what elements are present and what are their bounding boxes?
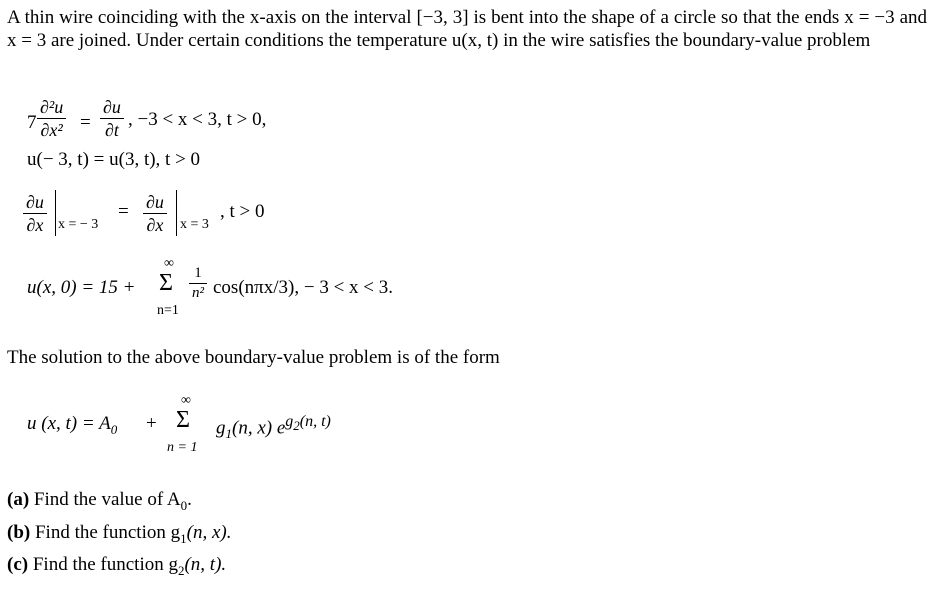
bc2-right-fraction (143, 193, 167, 234)
question-a (7, 490, 192, 512)
question-c (7, 555, 226, 577)
ic-fraction-denominator: n² (192, 285, 204, 301)
question-b (7, 523, 231, 545)
bc2-equals: = (118, 201, 129, 222)
ic-lhs: u(x, 0) = 15 + (27, 277, 136, 298)
boundary-condition-1: u(− 3, t) = u(3, t), t > 0 (27, 149, 201, 170)
g1-arguments: (n, x) e (232, 417, 286, 439)
question-a-tail: . (187, 489, 192, 510)
pde-lhs-denominator: ∂x² (40, 120, 63, 140)
question-a-text: Find the value of A (33, 489, 181, 510)
bc2-left-fraction (23, 193, 47, 234)
solution-summation-symbol: Σ (176, 407, 190, 433)
solution-term (216, 414, 331, 440)
ic-summation-symbol: Σ (159, 270, 173, 296)
solution-lhs (27, 414, 117, 436)
bc2-right-denominator: ∂x (146, 215, 164, 235)
pde-equals: = (80, 112, 91, 133)
question-b-subscript: 1 (180, 530, 187, 546)
g1-symbol: g (216, 417, 226, 439)
question-b-tail: (n, x). (186, 522, 232, 543)
fraction-bar (143, 213, 167, 214)
ic-fraction (189, 266, 207, 301)
ic-term: cos(nπx/3), − 3 < x < 3. (213, 277, 393, 298)
ic-sum-lower: n=1 (157, 303, 179, 318)
bc2-left-evaluation: x = − 3 (58, 217, 99, 232)
question-c-tail: (n, t). (184, 554, 227, 575)
fraction-bar (189, 283, 207, 284)
pde-rhs-numerator: ∂u (103, 97, 121, 117)
question-b-text: Find the function g (34, 522, 181, 543)
pde-conditions: , −3 < x < 3, t > 0, (128, 109, 267, 130)
g2-subscript: 2 (293, 418, 300, 434)
pde-rhs-denominator: ∂t (105, 120, 119, 140)
evaluation-bar (176, 190, 177, 236)
bc2-left-denominator: ∂x (26, 215, 44, 235)
pde-coefficient: 7 (27, 112, 37, 133)
solution-a-subscript: 0 (110, 421, 118, 437)
fraction-bar (100, 118, 124, 119)
evaluation-bar (55, 190, 56, 236)
pde-lhs-fraction (37, 98, 66, 139)
solution-form-text: The solution to the above boundary-value problem is of the form (7, 347, 500, 368)
solution-sum-lower: n = 1 (167, 440, 198, 455)
intro-paragraph: A thin wire coinciding with the x-axis on the interval [−3, 3] is bent into the shape of a circle so that the ends x = −3 and x = 3 are joined. Under certain conditions the temperature u(x, t) in the wire satisfies the boundary-value problem (7, 7, 927, 51)
g2-arguments: (n, t) (299, 413, 331, 430)
bc2-right-numerator: ∂u (146, 192, 164, 212)
pde-rhs-fraction (100, 98, 124, 139)
bc2-right-evaluation: x = 3 (180, 217, 209, 232)
pde-lhs-numerator: ∂²u (40, 97, 64, 117)
bc2-conditions: , t > 0 (220, 201, 265, 222)
g2-symbol: g (285, 413, 294, 430)
solution-lhs-text: u (x, t) = A (27, 413, 111, 434)
question-c-label: (c) (7, 554, 29, 575)
ic-sum-upper: ∞ (164, 256, 174, 271)
question-c-text: Find the function g (32, 554, 178, 575)
question-a-label: (a) (7, 489, 30, 510)
solution-exponent (285, 413, 331, 434)
bc2-left-numerator: ∂u (26, 192, 44, 212)
g1-subscript: 1 (225, 426, 232, 442)
question-c-subscript: 2 (177, 562, 185, 578)
ic-fraction-numerator: 1 (194, 265, 202, 281)
question-b-label: (b) (7, 522, 31, 543)
question-a-subscript: 0 (180, 497, 188, 513)
solution-sum-upper: ∞ (181, 393, 191, 408)
solution-plus: + (146, 413, 157, 434)
fraction-bar (23, 213, 47, 214)
fraction-bar (37, 118, 66, 119)
